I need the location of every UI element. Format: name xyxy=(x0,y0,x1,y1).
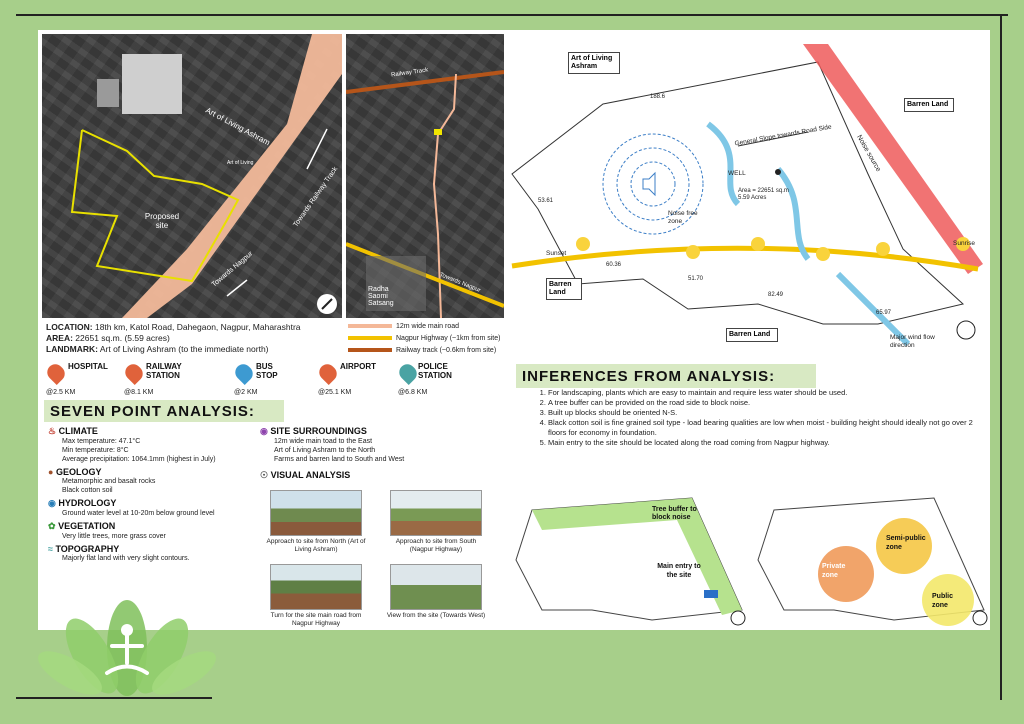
geology-title: GEOLOGY xyxy=(55,467,102,477)
legend-swatch xyxy=(348,348,392,352)
topography-block xyxy=(48,544,263,563)
hydrology-title: HYDROLOGY xyxy=(58,498,117,508)
legend-label: Nagpur Highway (~1km from site) xyxy=(396,334,501,342)
rock-icon: ● xyxy=(48,467,54,477)
topography-title: TOPOGRAPHY xyxy=(55,544,120,554)
context-map-drawing xyxy=(346,34,504,318)
vegetation-line: Very little trees, more grass cover xyxy=(62,533,166,540)
sunrise-label: Sunrise xyxy=(953,240,976,247)
hydrology-line: Ground water level at 10-20m below ground level xyxy=(62,510,215,517)
distance-name: BUS STOP xyxy=(256,362,278,380)
north-arrow-icon xyxy=(973,611,987,625)
contour-icon: ≈ xyxy=(48,544,53,554)
ashram-label: Art of Living Ashram xyxy=(204,105,272,148)
area-label-plan: Area = 22651 sq.m 5.59 Acres xyxy=(738,188,789,201)
dim-label: 82.49 xyxy=(768,292,784,298)
distance-name: HOSPITAL xyxy=(68,362,108,371)
airplane-icon xyxy=(316,361,340,385)
sun-path xyxy=(512,248,978,269)
wind-arrow xyxy=(778,169,808,259)
inference-item: 1. For landscaping, plants which are easy to maintain and require less water should be used. xyxy=(548,388,978,398)
distance-value: @25.1 KM xyxy=(318,389,352,396)
distance-value: @2 KM xyxy=(234,389,258,396)
context-map xyxy=(346,34,504,318)
water-drop-icon: ◉ xyxy=(48,498,56,508)
train-icon xyxy=(122,361,146,385)
art-small-label: Art of Living xyxy=(227,160,254,166)
sun-icon xyxy=(686,245,700,259)
map-legend xyxy=(348,320,508,356)
well-label: WELL xyxy=(728,170,746,177)
art-label-box: Art of Living Ashram xyxy=(568,52,620,74)
location-value: 18th km, Katol Road, Dahegaon, Nagpur, Maharashtra xyxy=(94,322,301,332)
photo-caption: Approach to site from North (Art of Living Ashram) xyxy=(266,538,366,553)
legend-label: Railway track (~0.6km from site) xyxy=(396,346,497,354)
hospital-icon xyxy=(44,361,68,385)
surroundings-line: 12m wide main toad to the East xyxy=(274,438,373,445)
railway-label: Railway Track xyxy=(390,67,429,79)
inference-item: 2. A tree buffer can be provided on the road side to block noise. xyxy=(548,398,978,408)
lotus-yoga-logo xyxy=(32,578,222,698)
site-boundary xyxy=(72,130,238,281)
police-icon xyxy=(396,361,420,385)
inference-item: 3. Built up blocks should be oriented N-S. xyxy=(548,408,978,418)
distance-name: AIRPORT xyxy=(340,362,376,371)
hydrology-block xyxy=(48,498,263,518)
distance-row xyxy=(46,360,456,400)
surroundings-title: SITE SURROUNDINGS xyxy=(270,426,367,436)
vegetation-block xyxy=(48,521,263,541)
proposed-site-label: Proposed site xyxy=(144,212,180,230)
climate-line: Min temperature: 8°C xyxy=(62,447,129,454)
distance-name: RAILWAY STATION xyxy=(146,362,182,380)
dim-label: 53.61 xyxy=(538,198,554,204)
leaf-icon: ✿ xyxy=(48,521,56,531)
distance-value: @6.8 KM xyxy=(398,389,428,396)
slope-label: General Slope towards Road Side xyxy=(734,123,833,148)
sun-icon xyxy=(816,247,830,261)
towards-rail-label: Towards Railway Track xyxy=(292,165,340,229)
topography-line: Majorly flat land with very slight contours. xyxy=(62,555,190,562)
sun-icon xyxy=(876,242,890,256)
ashram-building xyxy=(122,54,182,114)
analysis-left xyxy=(48,426,263,563)
railway-line xyxy=(346,72,504,92)
geology-line: Black cotton soil xyxy=(62,487,113,494)
climate-line: Average precipitation: 1064.1mm (highest in July) xyxy=(62,456,216,463)
barren-w-box: Barren Land xyxy=(546,278,582,300)
climate-title: CLIMATE xyxy=(58,426,98,436)
entry-marker xyxy=(704,590,718,598)
photo-caption: Approach to site from South (Nagpur Highway) xyxy=(395,538,477,553)
photo-south xyxy=(390,490,482,536)
sun-icon xyxy=(576,237,590,251)
analysis-middle xyxy=(260,426,500,481)
vegetation-title: VEGETATION xyxy=(58,521,116,531)
legend-item xyxy=(348,320,508,332)
speaker-off-icon xyxy=(643,173,655,195)
bus-icon xyxy=(232,361,256,385)
ashram-annex xyxy=(97,79,119,107)
noise-ring xyxy=(631,162,675,206)
aerial-map-drawing xyxy=(42,34,342,318)
thermometer-icon: ♨ xyxy=(48,426,57,436)
photo-caption: View from the site (Towards West) xyxy=(386,612,486,619)
main-entry-label: Main entry to the site xyxy=(657,563,701,579)
sheet xyxy=(38,30,990,630)
distance-value: @8.1 KM xyxy=(124,389,154,396)
location-block xyxy=(46,322,316,355)
location-pin-icon: ◉ xyxy=(260,426,268,436)
north-arrow-icon xyxy=(957,321,975,339)
legend-label: 12m wide main road xyxy=(396,322,460,330)
barren-s-box: Barren Land xyxy=(726,328,778,342)
radha-label: Radha Saomi Satsang xyxy=(368,286,394,307)
buffer-plan xyxy=(512,490,752,630)
dim-label: 188.6 xyxy=(650,94,666,100)
area-label: AREA: xyxy=(46,333,73,343)
landmark-label: LANDMARK: xyxy=(46,344,98,354)
seven-point-title: SEVEN POINT ANALYSIS: xyxy=(44,400,284,422)
visual-title: VISUAL ANALYSIS xyxy=(270,470,351,480)
inferences-list xyxy=(538,388,978,448)
landmark-value: Art of Living Ashram (to the immediate north) xyxy=(99,344,269,354)
eye-icon: ☉ xyxy=(260,470,269,480)
frame-top-line xyxy=(16,14,1008,16)
tree-buffer-label: Tree buffer to block noise xyxy=(652,506,697,521)
wind-arrow xyxy=(708,124,738,204)
distance-value: @2.5 KM xyxy=(46,389,76,396)
public-zone-label: Public zone xyxy=(932,593,954,609)
inferences-title: INFERENCES FROM ANALYSIS: xyxy=(516,364,816,388)
climate-block xyxy=(48,426,263,464)
photo-caption: Turn for the site main road from Nagpur Highway xyxy=(270,612,362,627)
noise-source-label: Noise source xyxy=(855,134,882,173)
surroundings-line: Art of Living Ashram to the North xyxy=(274,447,376,454)
private-zone-label: Private zone xyxy=(822,563,846,579)
geology-block xyxy=(48,467,263,495)
climate-line: Max temperature: 47.1°C xyxy=(62,438,141,445)
frame-right-line xyxy=(1000,14,1002,700)
noise-free-label: Noise free zone xyxy=(668,210,698,225)
distance-name: POLICE STATION xyxy=(418,362,452,380)
inference-item: 5. Main entry to the site should be located along the road coming from Nagpur highway. xyxy=(548,438,978,448)
well-dot xyxy=(775,169,781,175)
arrow-to-nagpur xyxy=(227,280,247,296)
dim-label: 51.70 xyxy=(688,276,704,282)
photo-west xyxy=(390,564,482,610)
location-label: LOCATION: xyxy=(46,322,93,332)
sun-icon xyxy=(751,237,765,251)
surroundings-line: Farms and barren land to South and West xyxy=(274,456,405,463)
dim-label: 65.97 xyxy=(876,310,892,316)
photo-turn xyxy=(270,564,362,610)
wind-label: Major wind flow direction xyxy=(890,334,935,349)
area-value: 22651 sq.m. (5.59 acres) xyxy=(75,333,170,343)
dim-label: 60.36 xyxy=(606,262,622,268)
towards-nagpur-ctx-label: Towards Nagpur xyxy=(438,272,482,294)
aerial-site-map xyxy=(42,34,342,318)
north-arrow-icon xyxy=(731,611,745,625)
photo-north xyxy=(270,490,362,536)
barren-ne-box: Barren Land xyxy=(904,98,954,112)
arrow-to-rail xyxy=(307,129,327,169)
semi-public-label: Semi-public zone xyxy=(886,535,926,551)
towards-nagpur-label: Towards Nagpur xyxy=(210,250,255,289)
geology-line: Metamorphic and basalt rocks xyxy=(62,478,156,485)
inference-item: 4. Black cotton soil is fine grained soil type - load bearing qualities are low when moist - building height should ideally not go over 2 floors for economy in foundation. xyxy=(548,418,978,438)
site-marker xyxy=(434,129,442,135)
legend-swatch xyxy=(348,336,392,340)
legend-swatch xyxy=(348,324,392,328)
legend-item xyxy=(348,344,508,356)
sunset-label: Sunset xyxy=(546,250,567,257)
legend-item xyxy=(348,332,508,344)
